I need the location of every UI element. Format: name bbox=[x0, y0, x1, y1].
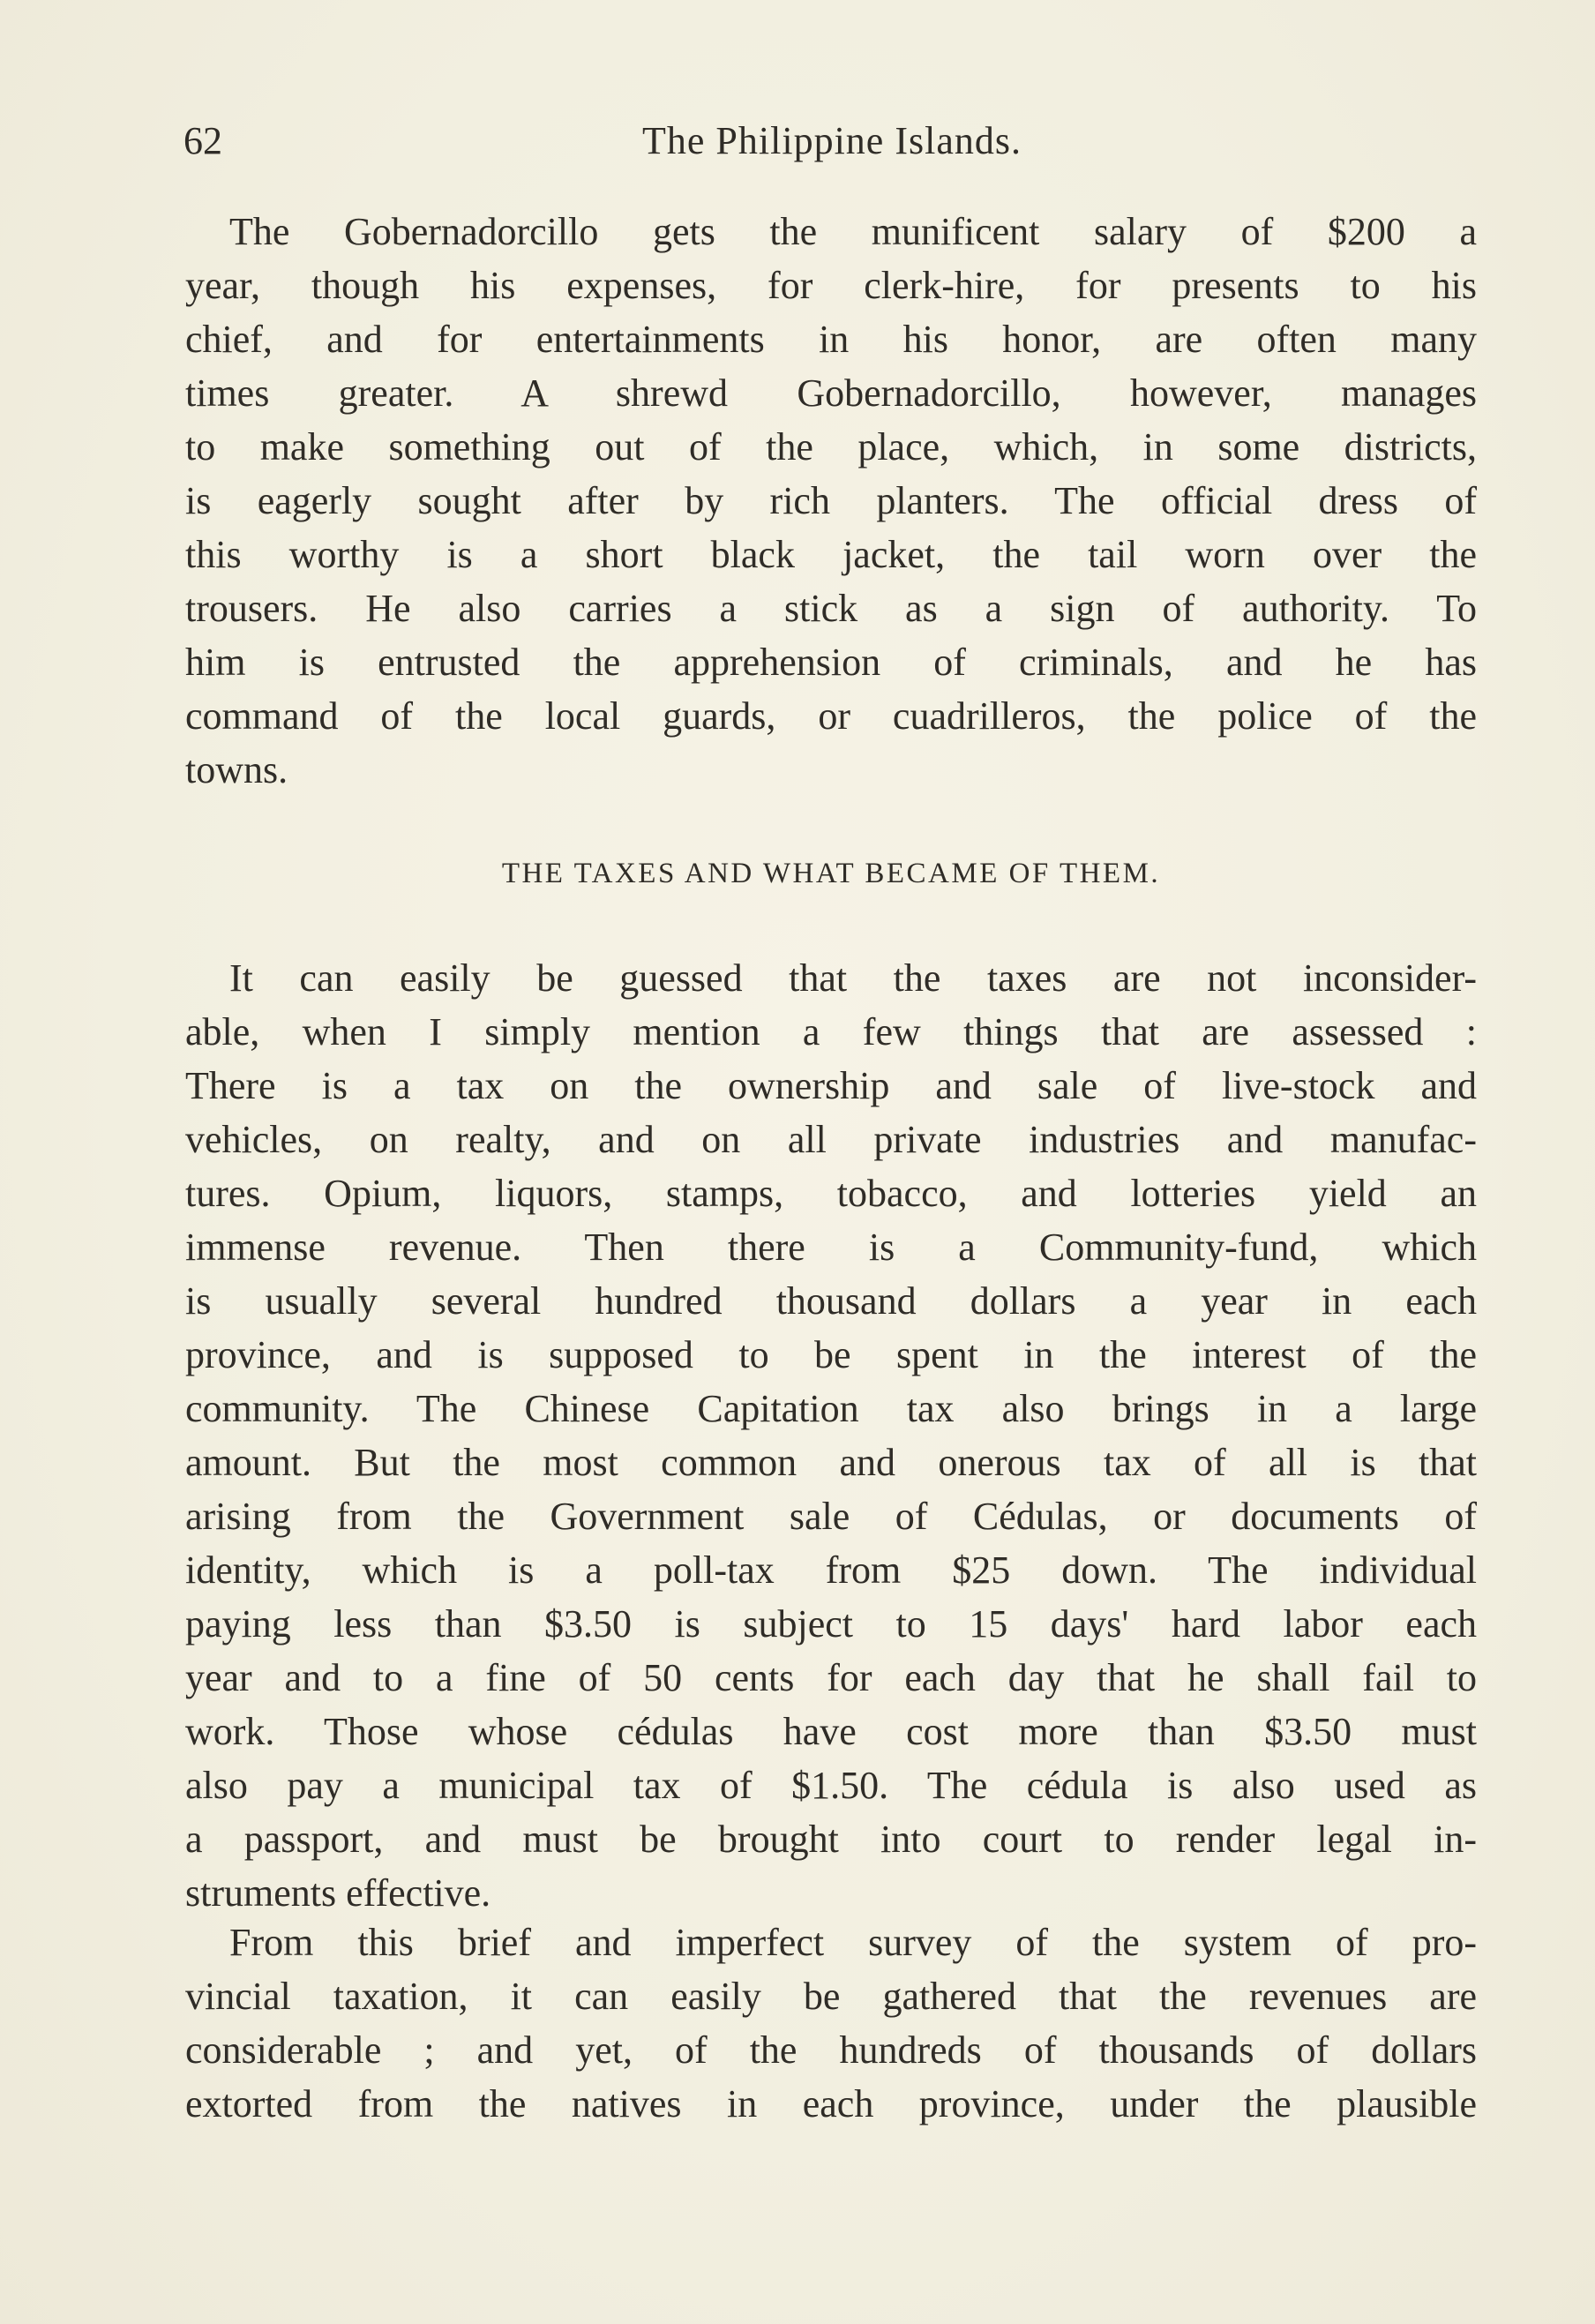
text-line: amount. But the most common and onerous tax of all is that bbox=[185, 1441, 1477, 1484]
running-title: The Philippine Islands. bbox=[642, 119, 1022, 162]
page-number: 62 bbox=[183, 119, 222, 162]
text-line: command of the local guards, or cuadrilleros, the police of the bbox=[185, 694, 1477, 738]
paragraph-revenues bbox=[185, 1915, 1477, 2131]
text-line: is eagerly sought after by rich planters. The official dress of bbox=[185, 479, 1477, 522]
text-line: vehicles, on realty, and on all private industries and manufac- bbox=[185, 1118, 1477, 1161]
text-line: It can easily be guessed that the taxes are not inconsider- bbox=[229, 956, 1477, 1000]
text-line: struments effective. bbox=[185, 1871, 491, 1915]
text-line: trousers. He also carries a stick as a sign of authority. To bbox=[185, 587, 1477, 630]
text-line: There is a tax on the ownership and sale of live-stock and bbox=[185, 1064, 1477, 1107]
text-line: year, though his expenses, for clerk-hire, for presents to his bbox=[185, 264, 1477, 307]
text-line: The Gobernadorcillo gets the munificent salary of $200 a bbox=[229, 210, 1477, 253]
running-head bbox=[183, 115, 1480, 168]
text-line: also pay a municipal tax of $1.50. The cédula is also used as bbox=[185, 1764, 1477, 1807]
text-line: considerable ; and yet, of the hundreds of thousands of dollars bbox=[185, 2028, 1477, 2072]
text-line: immense revenue. Then there is a Community-fund, which bbox=[185, 1226, 1477, 1269]
text-line: tures. Opium, liquors, stamps, tobacco, and lotteries yield an bbox=[185, 1172, 1477, 1215]
text-line: vincial taxation, it can easily be gathered that the revenues are bbox=[185, 1975, 1477, 2018]
text-line: him is entrusted the apprehension of criminals, and he has bbox=[185, 641, 1477, 684]
text-line: extorted from the natives in each province, under the plausible bbox=[185, 2082, 1477, 2125]
text-line: paying less than $3.50 is subject to 15 days' hard labor each bbox=[185, 1602, 1477, 1646]
text-line: is usually several hundred thousand dollars a year in each bbox=[185, 1279, 1477, 1323]
text-line: identity, which is a poll-tax from $25 down. The individual bbox=[185, 1548, 1477, 1592]
text-line: chief, and for entertainments in his honor, are often many bbox=[185, 318, 1477, 361]
text-line: able, when I simply mention a few things that are assessed : bbox=[185, 1010, 1477, 1053]
text-line: From this brief and imperfect survey of the system of pro- bbox=[229, 1921, 1477, 1964]
paragraph-gobernadorcillo bbox=[185, 205, 1477, 797]
text-line: community. The Chinese Capitation tax also brings in a large bbox=[185, 1387, 1477, 1430]
section-heading: THE TAXES AND WHAT BECAME OF THEM. bbox=[501, 858, 1161, 889]
text-line: province, and is supposed to be spent in the interest of the bbox=[185, 1333, 1477, 1376]
text-line: work. Those whose cédulas have cost more than $3.50 must bbox=[185, 1710, 1477, 1753]
text-line: to make something out of the place, which, in some districts, bbox=[185, 425, 1477, 469]
text-line: this worthy is a short black jacket, the tail worn over the bbox=[185, 533, 1477, 576]
paragraph-taxes bbox=[185, 951, 1477, 1920]
text-line: towns. bbox=[185, 748, 288, 791]
text-line: times greater. A shrewd Gobernadorcillo, however, manages bbox=[185, 371, 1477, 415]
text-line: arising from the Government sale of Cédulas, or documents of bbox=[185, 1495, 1477, 1538]
text-line: year and to a fine of 50 cents for each day that he shall fail to bbox=[185, 1656, 1477, 1699]
text-line: a passport, and must be brought into court to render legal in- bbox=[185, 1818, 1477, 1861]
